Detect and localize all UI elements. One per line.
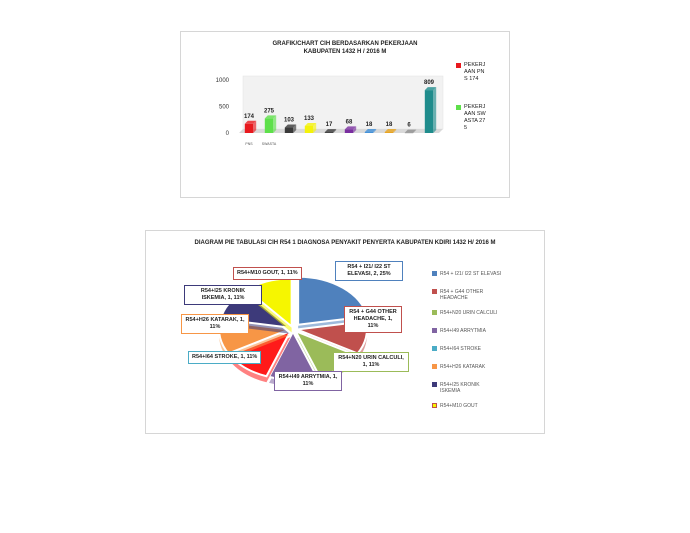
pie-legend-swatch-n20 bbox=[432, 310, 437, 315]
callout-i64-text: R54+I64 STROKE, 1, 11% bbox=[192, 354, 258, 360]
legend-swatch-pns bbox=[456, 63, 461, 68]
callout-m10-text: R54+M10 GOUT, 1, 11% bbox=[237, 270, 298, 276]
bar-value-label: 6 bbox=[407, 122, 411, 129]
bar bbox=[285, 128, 293, 133]
pie-legend-label-i49: R54+I49 ARRYTMIA bbox=[440, 328, 486, 334]
callout-i21 bbox=[335, 261, 403, 281]
bar-value-label: 174 bbox=[243, 113, 255, 120]
callout-n20-text: R54+N20 URIN CALCULI, 1, 11% bbox=[338, 355, 404, 368]
bar-chart-title-line1: GRAFIK/CHART CIH BERDASARKAN PEKERJAAN bbox=[272, 41, 418, 47]
bar bbox=[345, 129, 353, 133]
callout-g44 bbox=[344, 306, 402, 333]
callout-m10 bbox=[233, 267, 302, 280]
pie-legend-label-n20: R54+N20 URIN CALCULI bbox=[440, 310, 498, 316]
pie-legend-item-h26 bbox=[432, 364, 512, 375]
callout-g44-text: R54 + G44 OTHER HEADACHE, 1, 11% bbox=[349, 309, 397, 329]
y-tick-label: 1000 bbox=[215, 78, 229, 84]
pie-chart-legend bbox=[432, 271, 512, 421]
pie-legend-item-i21 bbox=[432, 271, 512, 282]
pie-legend-swatch-g44 bbox=[432, 289, 437, 294]
bar-value-label: 68 bbox=[345, 119, 353, 126]
bar-chart-panel bbox=[180, 31, 510, 198]
bar bbox=[405, 133, 413, 134]
bar bbox=[245, 124, 253, 133]
callout-i25 bbox=[184, 285, 262, 305]
bar-value-label: 275 bbox=[263, 108, 275, 115]
bar bbox=[385, 132, 393, 133]
pie-legend-label-i21: R54 + I21/ I22 ST ELEVASI bbox=[440, 271, 502, 277]
legend-item-swasta bbox=[456, 104, 506, 132]
x-tick-label: PNS bbox=[245, 142, 253, 146]
bar bbox=[325, 132, 333, 133]
pie-legend-swatch-i64 bbox=[432, 346, 437, 351]
pie-legend-item-n20 bbox=[432, 310, 512, 321]
pie-legend-swatch-h26 bbox=[432, 364, 437, 369]
y-tick-label: 0 bbox=[225, 131, 229, 137]
bar-side bbox=[433, 87, 436, 133]
bar-value-label: 18 bbox=[365, 122, 373, 129]
bar bbox=[425, 90, 433, 133]
x-tick-label: SWASTA bbox=[261, 142, 277, 146]
bar-value-label: 17 bbox=[325, 122, 333, 129]
bar-chart-title-line2: KABUPATEN 1432 H / 2016 M bbox=[303, 49, 387, 55]
bar bbox=[265, 118, 273, 133]
callout-i25-text: R54+I25 KRONIK ISKEMIA, 1, 11% bbox=[200, 288, 246, 301]
pie-chart-title: DIAGRAM PIE TABULASI CIH R54 1 DIAGNOSA PENYAKIT PENYERTA KABUPATEN KDIRI 1432 H/ 2016 M bbox=[194, 240, 496, 246]
callout-i49-text: R54+I49 ARRYTMIA, 1, 11% bbox=[278, 374, 338, 387]
pie-legend-label-i64: R54+I64 STROKE bbox=[440, 346, 481, 352]
callout-i64 bbox=[188, 351, 261, 364]
pie-legend-swatch-i25 bbox=[432, 382, 437, 387]
pie-legend-label-i25: R54+I25 KRONIK ISKEMIA bbox=[440, 382, 480, 394]
y-tick-label: 500 bbox=[218, 104, 229, 111]
callout-n20 bbox=[333, 352, 409, 372]
pie-legend-swatch-i49 bbox=[432, 328, 437, 333]
callout-i49 bbox=[274, 371, 342, 391]
legend-swatch-swasta bbox=[456, 105, 461, 110]
bar-value-label: 18 bbox=[385, 122, 393, 129]
bar-value-label: 103 bbox=[283, 117, 295, 124]
bar-value-label: 809 bbox=[423, 80, 435, 87]
callout-h26-text: R54+H26 KATARAK, 1, 11% bbox=[185, 317, 245, 330]
legend-item-pns bbox=[456, 62, 506, 98]
bar bbox=[305, 126, 313, 133]
pie-legend-swatch-i21 bbox=[432, 271, 437, 276]
pie-legend-item-i49 bbox=[432, 328, 512, 339]
legend-label-pns: PEKERJAAN PNS 174 bbox=[464, 62, 486, 82]
bar-value-label: 133 bbox=[303, 115, 315, 122]
pie-legend-label-m10: R54+M10 GOUT bbox=[440, 403, 478, 409]
bar bbox=[365, 132, 373, 133]
pie-legend-item-i25 bbox=[432, 382, 512, 396]
legend-label-swasta: PEKERJAAN SWASTA 275 bbox=[464, 104, 486, 131]
pie-legend-item-g44 bbox=[432, 289, 512, 303]
pie-chart-panel bbox=[145, 230, 545, 434]
pie-legend-item-i64 bbox=[432, 346, 512, 357]
bar-side bbox=[273, 115, 276, 133]
pie-legend-swatch-m10 bbox=[432, 403, 437, 408]
bar-chart-legend bbox=[456, 62, 506, 138]
callout-h26 bbox=[181, 314, 249, 334]
pie-legend-label-h26: R54+H26 KATARAK bbox=[440, 364, 486, 370]
callout-i21-text: R54 + I21/ I22 ST ELEVASI, 2, 25% bbox=[347, 264, 391, 277]
pie-legend-label-g44: R54 + G44 OTHER HEADACHE bbox=[440, 289, 484, 301]
pie-legend-item-m10 bbox=[432, 403, 512, 414]
